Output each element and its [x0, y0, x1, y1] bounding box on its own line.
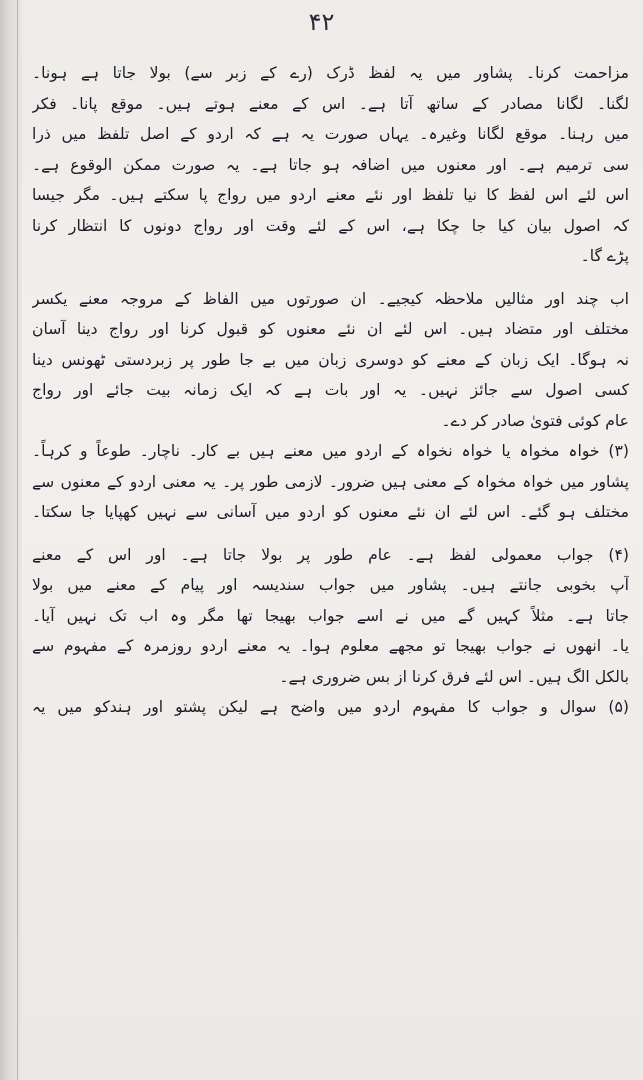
text-line: اب چند اور مثالیں ملاحظہ کیجیے۔ ان صورتوں میں الفاظ کے مروجہ معنے یکسر	[32, 289, 629, 308]
text-line: یا۔ انھوں نے جواب بھیجا تو مجھے معلوم ہوا۔ یہ معنے اردو روزمرہ کے مفہوم سے	[32, 637, 629, 655]
text-line: کسی اصول سے جائز نہیں۔ یہ اور بات ہے کہ ایک زمانہ بیت جائے اور رواج	[32, 381, 629, 399]
page-margin-line	[17, 0, 18, 1080]
text-line: عام کوئی فتویٰ صادر کر دے۔	[441, 411, 629, 430]
text-line: پڑے گا۔	[580, 247, 629, 265]
text-line: میں رہنا۔ موقع لگانا وغیرہ۔ یہاں صورت یہ ہے کہ اردو کے اصل تلفظ میں ذرا	[32, 125, 629, 143]
text-line: جاتا ہے۔ مثلاً کہیں گے میں نے اسے جواب بھیجا تھا مگر وہ اب تک نہیں آیا۔	[32, 606, 629, 625]
text-line: (۴) جواب معمولی لفظ ہے۔ عام طور پر بولا جاتا ہے۔ اور اس کے معنے	[32, 545, 629, 564]
text-line: اس لئے اس لفظ کا نیا تلفظ اور نئے معنے اردو میں رواج پا سکتے ہیں۔ مگر جیسا	[32, 186, 629, 204]
text-line: (۵) سوال و جواب کا مفہوم اردو میں واضح ہے لیکن پشتو اور ہندکو میں یہ	[32, 698, 629, 716]
body-text	[32, 58, 629, 723]
text-line: آپ بخوبی جانتے ہیں۔ پشاور میں جواب سندیسہ اور پیام کے معنے میں بولا	[32, 576, 629, 594]
text-line: مزاحمت کرنا۔ پشاور میں یہ لفظ ڈرک (رے کے زبر سے) بولا جاتا ہے ہونا۔	[32, 64, 629, 82]
text-line: کہ اصول بیان کیا جا چکا ہے، اس کے لئے وقت اور رواج دونوں کا انتظار کرنا	[32, 216, 629, 235]
text-line: مختلف ہو گئے۔ اس لئے ان نئے معنوں کو اردو میں آسانی سے نہیں کھپایا جا سکتا۔	[32, 503, 629, 521]
text-line: پشاور میں خواہ مخواہ کے معنی ہیں ضرور۔ لازمی طور پر۔ یہ معنی اردو کے معنوں سے	[32, 472, 629, 491]
text-line: بالکل الگ ہیں۔ اس لئے فرق کرنا از بس ضروری ہے۔	[279, 667, 629, 686]
text-line: مختلف اور متضاد ہیں۔ اس لئے ان نئے معنوں کو قبول کرنا اور رواج دینا آسان	[32, 320, 629, 338]
text-line: سی ترمیم ہے۔ اور معنوں میں اضافہ ہو جاتا ہے۔ یہ صورت ممکن الوقوع ہے۔	[32, 155, 629, 174]
text-line: نہ ہوگا۔ ایک زبان کے معنے کو دوسری زبان میں بے جا طور پر زبردستی ٹھونس دینا	[32, 350, 629, 369]
book-spine-shadow	[0, 0, 22, 1080]
text-line: لگنا۔ لگانا مصادر کے ساتھ آتا ہے۔ اس کے معنے ہوتے ہیں۔ موقع پانا۔ فکر	[32, 94, 629, 113]
paragraph-gap	[32, 528, 629, 540]
page-number: ۴۲	[308, 8, 335, 36]
paragraph-gap	[32, 272, 629, 284]
text-line: (۳) خواہ مخواہ یا خواہ نخواہ کے اردو میں معنے ہیں بے کار۔ ناچار۔ طوعاً و کرہاً۔	[32, 442, 629, 460]
